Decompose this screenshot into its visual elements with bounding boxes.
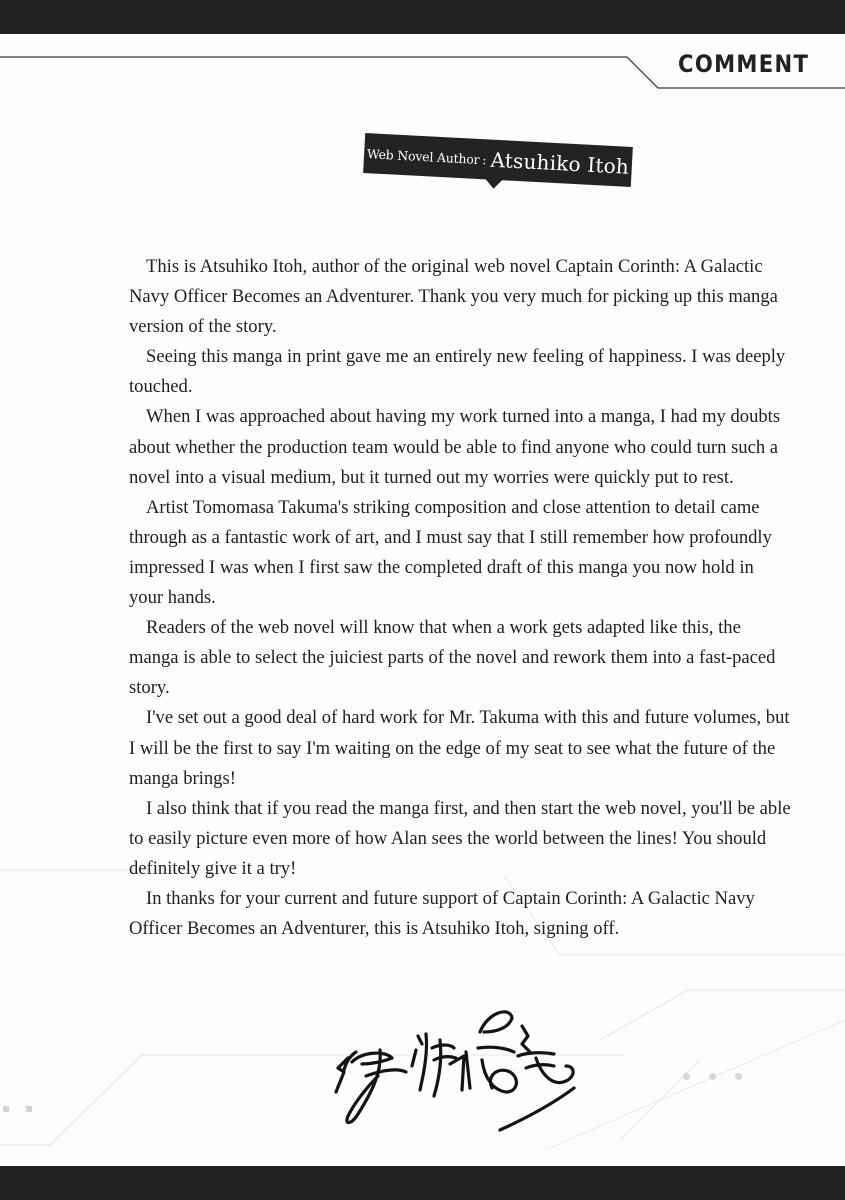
comment-paragraph: Seeing this manga in print gave me an entirely new feeling of happiness. I was deeply touched.	[129, 346, 786, 398]
dot	[735, 1073, 742, 1080]
comment-paragraph: Artist Tomomasa Takuma's striking composition and close attention to detail came through as a fantastic work of art, and I must say that I still remember how profoundly impressed I was when I first saw the completed draft of this manga you now hold in your hands.	[129, 496, 772, 609]
bottom-bar	[0, 1166, 845, 1200]
author-separator: :	[482, 151, 488, 167]
comment-paragraph: This is Atsuhiko Itoh, author of the original web novel Captain Corinth: A Galactic Navy Officer Becomes an Adventurer. Thank you very much for picking up this manga version of the story.	[129, 256, 778, 338]
comment-paragraph: When I was approached about having my work turned into a manga, I had my doubts about whether the production team would be able to find anyone who could turn such a novel into a visual medium, but it turned out my worries were quickly put to rest.	[129, 406, 781, 488]
author-name: Atsuhiko Itoh	[490, 147, 630, 179]
comment-paragraph: I've set out a good deal of hard work for Mr. Takuma with this and future volumes, but I will be the first to say I'm waiting on the edge of my seat to see what the future of the manga brings!	[129, 707, 790, 789]
handwritten-signature-icon	[322, 992, 592, 1132]
square	[3, 1106, 9, 1112]
author-badge	[363, 133, 633, 187]
section-title: COMMENT	[678, 50, 810, 78]
author-role: Web Novel Author	[366, 145, 480, 167]
decorative-squares	[3, 1106, 32, 1112]
decorative-dots	[683, 1073, 742, 1080]
comment-paragraph: Readers of the web novel will know that when a work gets adapted like this, the manga is able to select the juiciest parts of the novel and rework them into a fast-paced story.	[129, 617, 776, 699]
comment-body	[129, 252, 791, 944]
top-bar	[0, 0, 845, 34]
comment-paragraph: I also think that if you read the manga first, and then start the web novel, you'll be able to easily picture even more of how Alan sees the world between the lines! You should definitely give it a try!	[129, 797, 791, 879]
dot	[709, 1073, 716, 1080]
comment-paragraph: In thanks for your current and future support of Captain Corinth: A Galactic Navy Officer Becomes an Adventurer, this is Atsuhiko Itoh, signing off.	[129, 887, 755, 940]
square	[26, 1106, 32, 1112]
dot	[683, 1073, 690, 1080]
